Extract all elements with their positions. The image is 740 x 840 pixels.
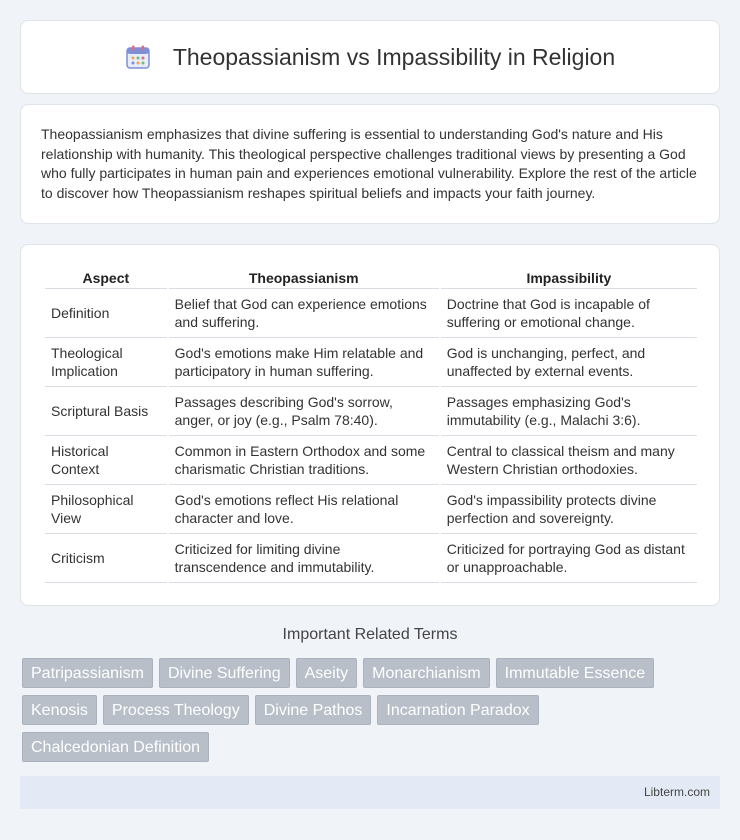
related-term-tag[interactable]: Aseity	[296, 658, 358, 688]
footer-site-link[interactable]: Libterm.com	[643, 785, 710, 799]
table-header-row	[45, 265, 697, 289]
related-terms-title: Important Related Terms	[282, 626, 458, 643]
table-row	[45, 338, 697, 387]
title-card	[20, 20, 720, 94]
comparison-table	[43, 265, 699, 583]
table-row	[45, 534, 697, 583]
cell-aspect: Philosophical View	[45, 485, 167, 534]
related-term-tag[interactable]: Divine Suffering	[159, 658, 290, 688]
related-term-tag[interactable]: Kenosis	[22, 695, 97, 725]
page-title: Theopassianism vs Impassibility in Religion	[172, 43, 616, 70]
intro-card	[20, 104, 720, 224]
footer	[20, 776, 720, 809]
cell-theopassianism: Criticized for limiting divine transcendence and immutability.	[169, 534, 439, 583]
cell-impassibility: Passages emphasizing God's immutability (e.g., Malachi 3:6).	[441, 387, 697, 436]
related-term-tag[interactable]: Process Theology	[103, 695, 249, 725]
cell-aspect: Definition	[45, 289, 167, 338]
cell-impassibility: God's impassibility protects divine perfection and sovereignty.	[441, 485, 697, 534]
cell-theopassianism: God's emotions reflect His relational character and love.	[169, 485, 439, 534]
related-terms-list	[22, 658, 722, 762]
cell-aspect: Historical Context	[45, 436, 167, 485]
cell-aspect: Criticism	[45, 534, 167, 583]
related-term-tag[interactable]: Patripassianism	[22, 658, 153, 688]
table-row	[45, 289, 697, 338]
cell-impassibility: Central to classical theism and many Western Christian orthodoxies.	[441, 436, 697, 485]
calendar-icon	[125, 44, 151, 70]
related-term-tag[interactable]: Chalcedonian Definition	[22, 732, 209, 762]
header-aspect: Aspect	[45, 265, 167, 289]
related-term-tag[interactable]: Immutable Essence	[496, 658, 655, 688]
cell-aspect: Theological Implication	[45, 338, 167, 387]
comparison-card	[20, 244, 720, 606]
cell-theopassianism: God's emotions make Him relatable and participatory in human suffering.	[169, 338, 439, 387]
related-term-tag[interactable]: Divine Pathos	[255, 695, 372, 725]
table-row	[45, 485, 697, 534]
cell-theopassianism: Passages describing God's sorrow, anger, or joy (e.g., Psalm 78:40).	[169, 387, 439, 436]
related-term-tag[interactable]: Monarchianism	[363, 658, 489, 688]
cell-aspect: Scriptural Basis	[45, 387, 167, 436]
cell-theopassianism: Common in Eastern Orthodox and some charismatic Christian traditions.	[169, 436, 439, 485]
cell-impassibility: Doctrine that God is incapable of suffering or emotional change.	[441, 289, 697, 338]
cell-impassibility: Criticized for portraying God as distant or unapproachable.	[441, 534, 697, 583]
header-impassibility: Impassibility	[441, 265, 697, 289]
table-row	[45, 436, 697, 485]
header-theopassianism: Theopassianism	[169, 265, 439, 289]
related-term-tag[interactable]: Incarnation Paradox	[377, 695, 538, 725]
cell-theopassianism: Belief that God can experience emotions and suffering.	[169, 289, 439, 338]
table-row	[45, 387, 697, 436]
cell-impassibility: God is unchanging, perfect, and unaffected by external events.	[441, 338, 697, 387]
intro-text: Theopassianism emphasizes that divine suffering is essential to understanding God's nature and His relationship with humanity. This theological perspective challenges traditional views by presenting a God who fully participates in human pain and experiences emotional vulnerability. Explore the rest of the article to discover how Theopassianism reshapes spiritual beliefs and impacts your faith journey.	[41, 126, 697, 201]
